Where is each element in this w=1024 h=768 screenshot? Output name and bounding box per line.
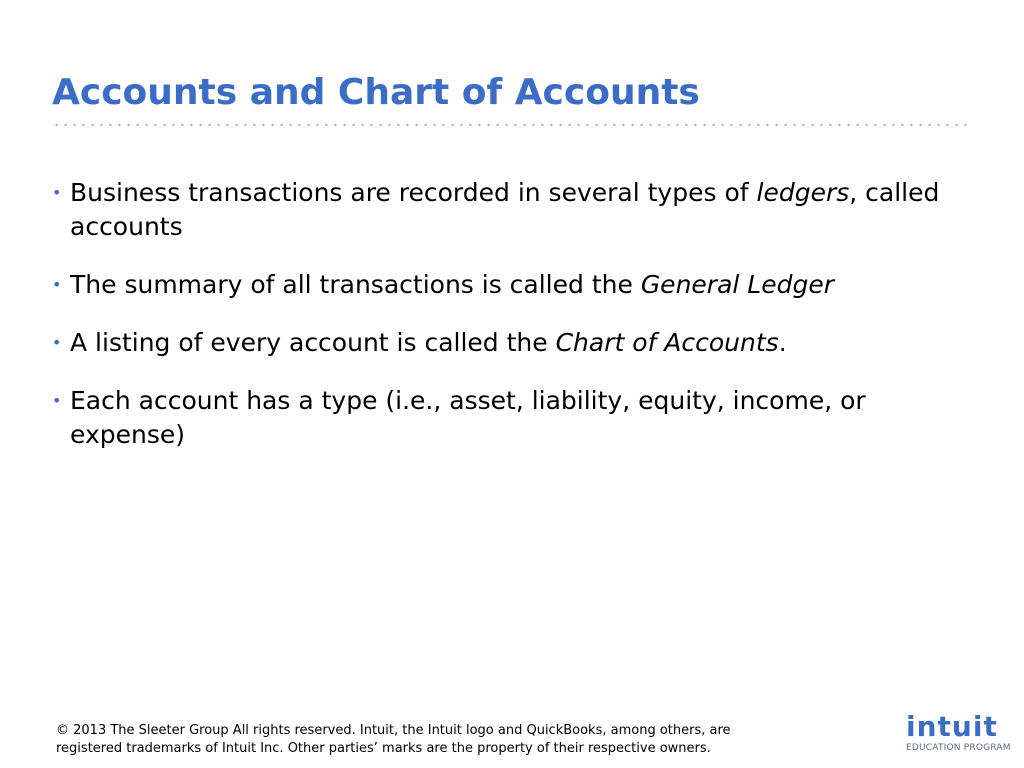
bullet-emphasis: ledgers: [756, 178, 850, 207]
bullet-icon: •: [52, 391, 62, 410]
title-divider: [52, 124, 972, 126]
bullet-text: Each account has a type (i.e., asset, liability, equity, income, or expense): [70, 386, 866, 449]
bullet-item: [52, 384, 982, 452]
bullet-icon: •: [52, 183, 62, 202]
logo-wordmark: intuit: [906, 710, 998, 743]
copyright-line-1: © 2013 The Sleeter Group All rights reserved. Intuit, the Intuit logo and QuickBooks, among others, are: [56, 723, 731, 738]
bullet-text: A listing of every account is called the: [70, 328, 556, 357]
slide-title: Accounts and Chart of Accounts: [52, 72, 700, 113]
copyright-footer: [56, 722, 856, 758]
bullet-list: [52, 176, 982, 476]
bullet-emphasis: Chart of Accounts: [555, 328, 779, 357]
copyright-line-2: registered trademarks of Intuit Inc. Other parties’ marks are the property of their respective owners.: [56, 741, 711, 756]
bullet-icon: •: [52, 333, 62, 352]
bullet-item: [52, 326, 982, 360]
bullet-emphasis: General Ledger: [640, 270, 834, 299]
logo-subtitle: EDUCATION PROGRAM: [906, 743, 1011, 753]
bullet-text: The summary of all transactions is called the: [70, 270, 641, 299]
bullet-text: Business transactions are recorded in several types of: [70, 178, 757, 207]
bullet-icon: •: [52, 275, 62, 294]
bullet-item: [52, 268, 982, 302]
bullet-text-end: .: [778, 328, 787, 357]
bullet-item: [52, 176, 982, 244]
intuit-logo: [906, 710, 1011, 760]
bullet-text-end: , called accounts: [70, 178, 940, 241]
